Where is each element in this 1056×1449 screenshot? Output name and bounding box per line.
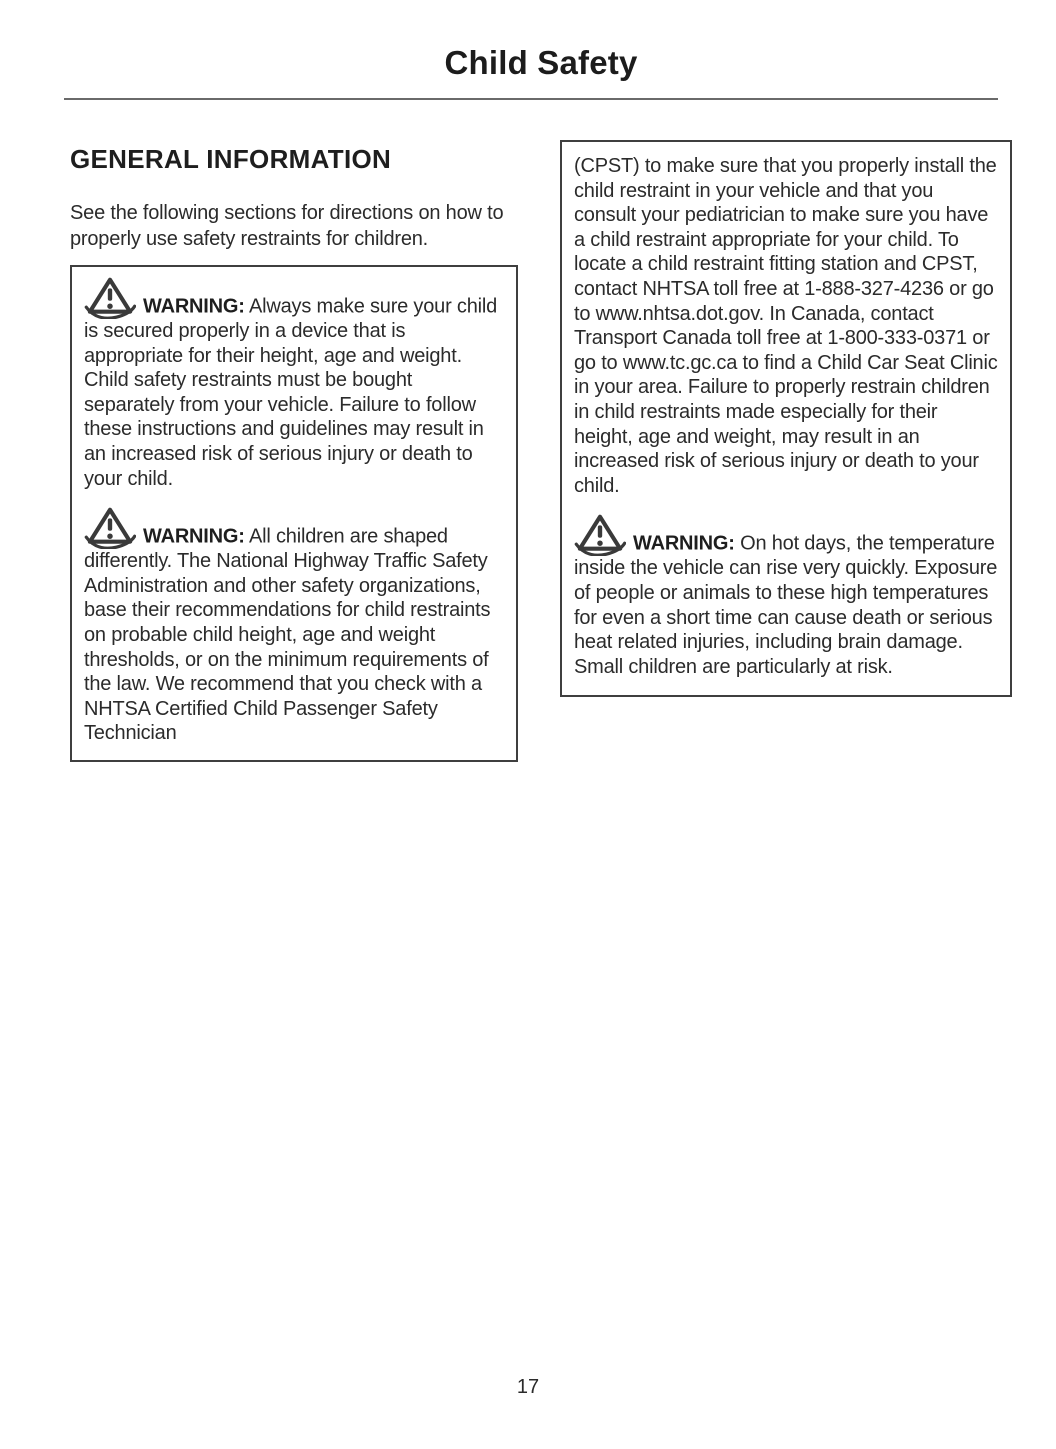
warning-continuation-text: (CPST) to make sure that you properly install the child restraint in your vehicle and that you consult your pediatrician to make sure you have a child restraint appropriate for your child. To locate a child restraint fitting station and CPST, contact NHTSA toll free at 1-888-327-4236 or go to www.nhtsa.dot.gov. In Canada, contact Transport Canada toll free at 1-800-333-0371 or go to www.tc.gc.ca to find a Child Car Seat Clinic in your area. Failure to properly restrain children in child restraints made especially for their height, age and weight, may result in an increased risk of serious injury or death to your child. (574, 155, 998, 497)
two-column-layout (70, 140, 1012, 762)
warning-label: WARNING: (143, 295, 245, 318)
warning-triangle-icon (84, 507, 136, 549)
right-column (560, 140, 1012, 697)
warning-label: WARNING: (633, 532, 735, 555)
warning-box-left (70, 265, 518, 762)
warning-item (574, 514, 998, 679)
warning-triangle-icon (84, 277, 136, 319)
warning-item (84, 277, 504, 491)
page-title: Child Safety (444, 44, 638, 81)
intro-paragraph: See the following sections for directions on how to properly use safety restraints for children. (70, 202, 504, 250)
title-divider (64, 98, 998, 100)
warning-text: All children are shaped differently. The National Highway Traffic Safety Administration and other safety organizations, base their recommendations for child restraints on probable child height, age and weight thresholds, or on the minimum requirements of the law. We recommend that you check with a NHTSA Certified Child Passenger Safety Technician (84, 525, 491, 745)
warning-label: WARNING: (143, 525, 245, 548)
warning-triangle-icon (574, 514, 626, 556)
section-heading: GENERAL INFORMATION (70, 144, 392, 174)
warning-text: On hot days, the temperature inside the vehicle can rise very quickly. Exposure of people or animals to these high temperatures for even a short time can cause death or serious heat related injuries, including brain damage. Small children are particularly at risk. (574, 532, 998, 678)
left-column (70, 140, 518, 762)
warning-item (84, 507, 504, 746)
warning-text: Always make sure your child is secured properly in a device that is appropriate for their height, age and weight. Child safety restraints must be bought separately from your vehicle. Failure to follow these instructions and guidelines may result in an increased risk of serious injury or death to your child. (84, 295, 498, 490)
page-number: 17 (516, 1376, 540, 1398)
warning-box-right (560, 140, 1012, 697)
